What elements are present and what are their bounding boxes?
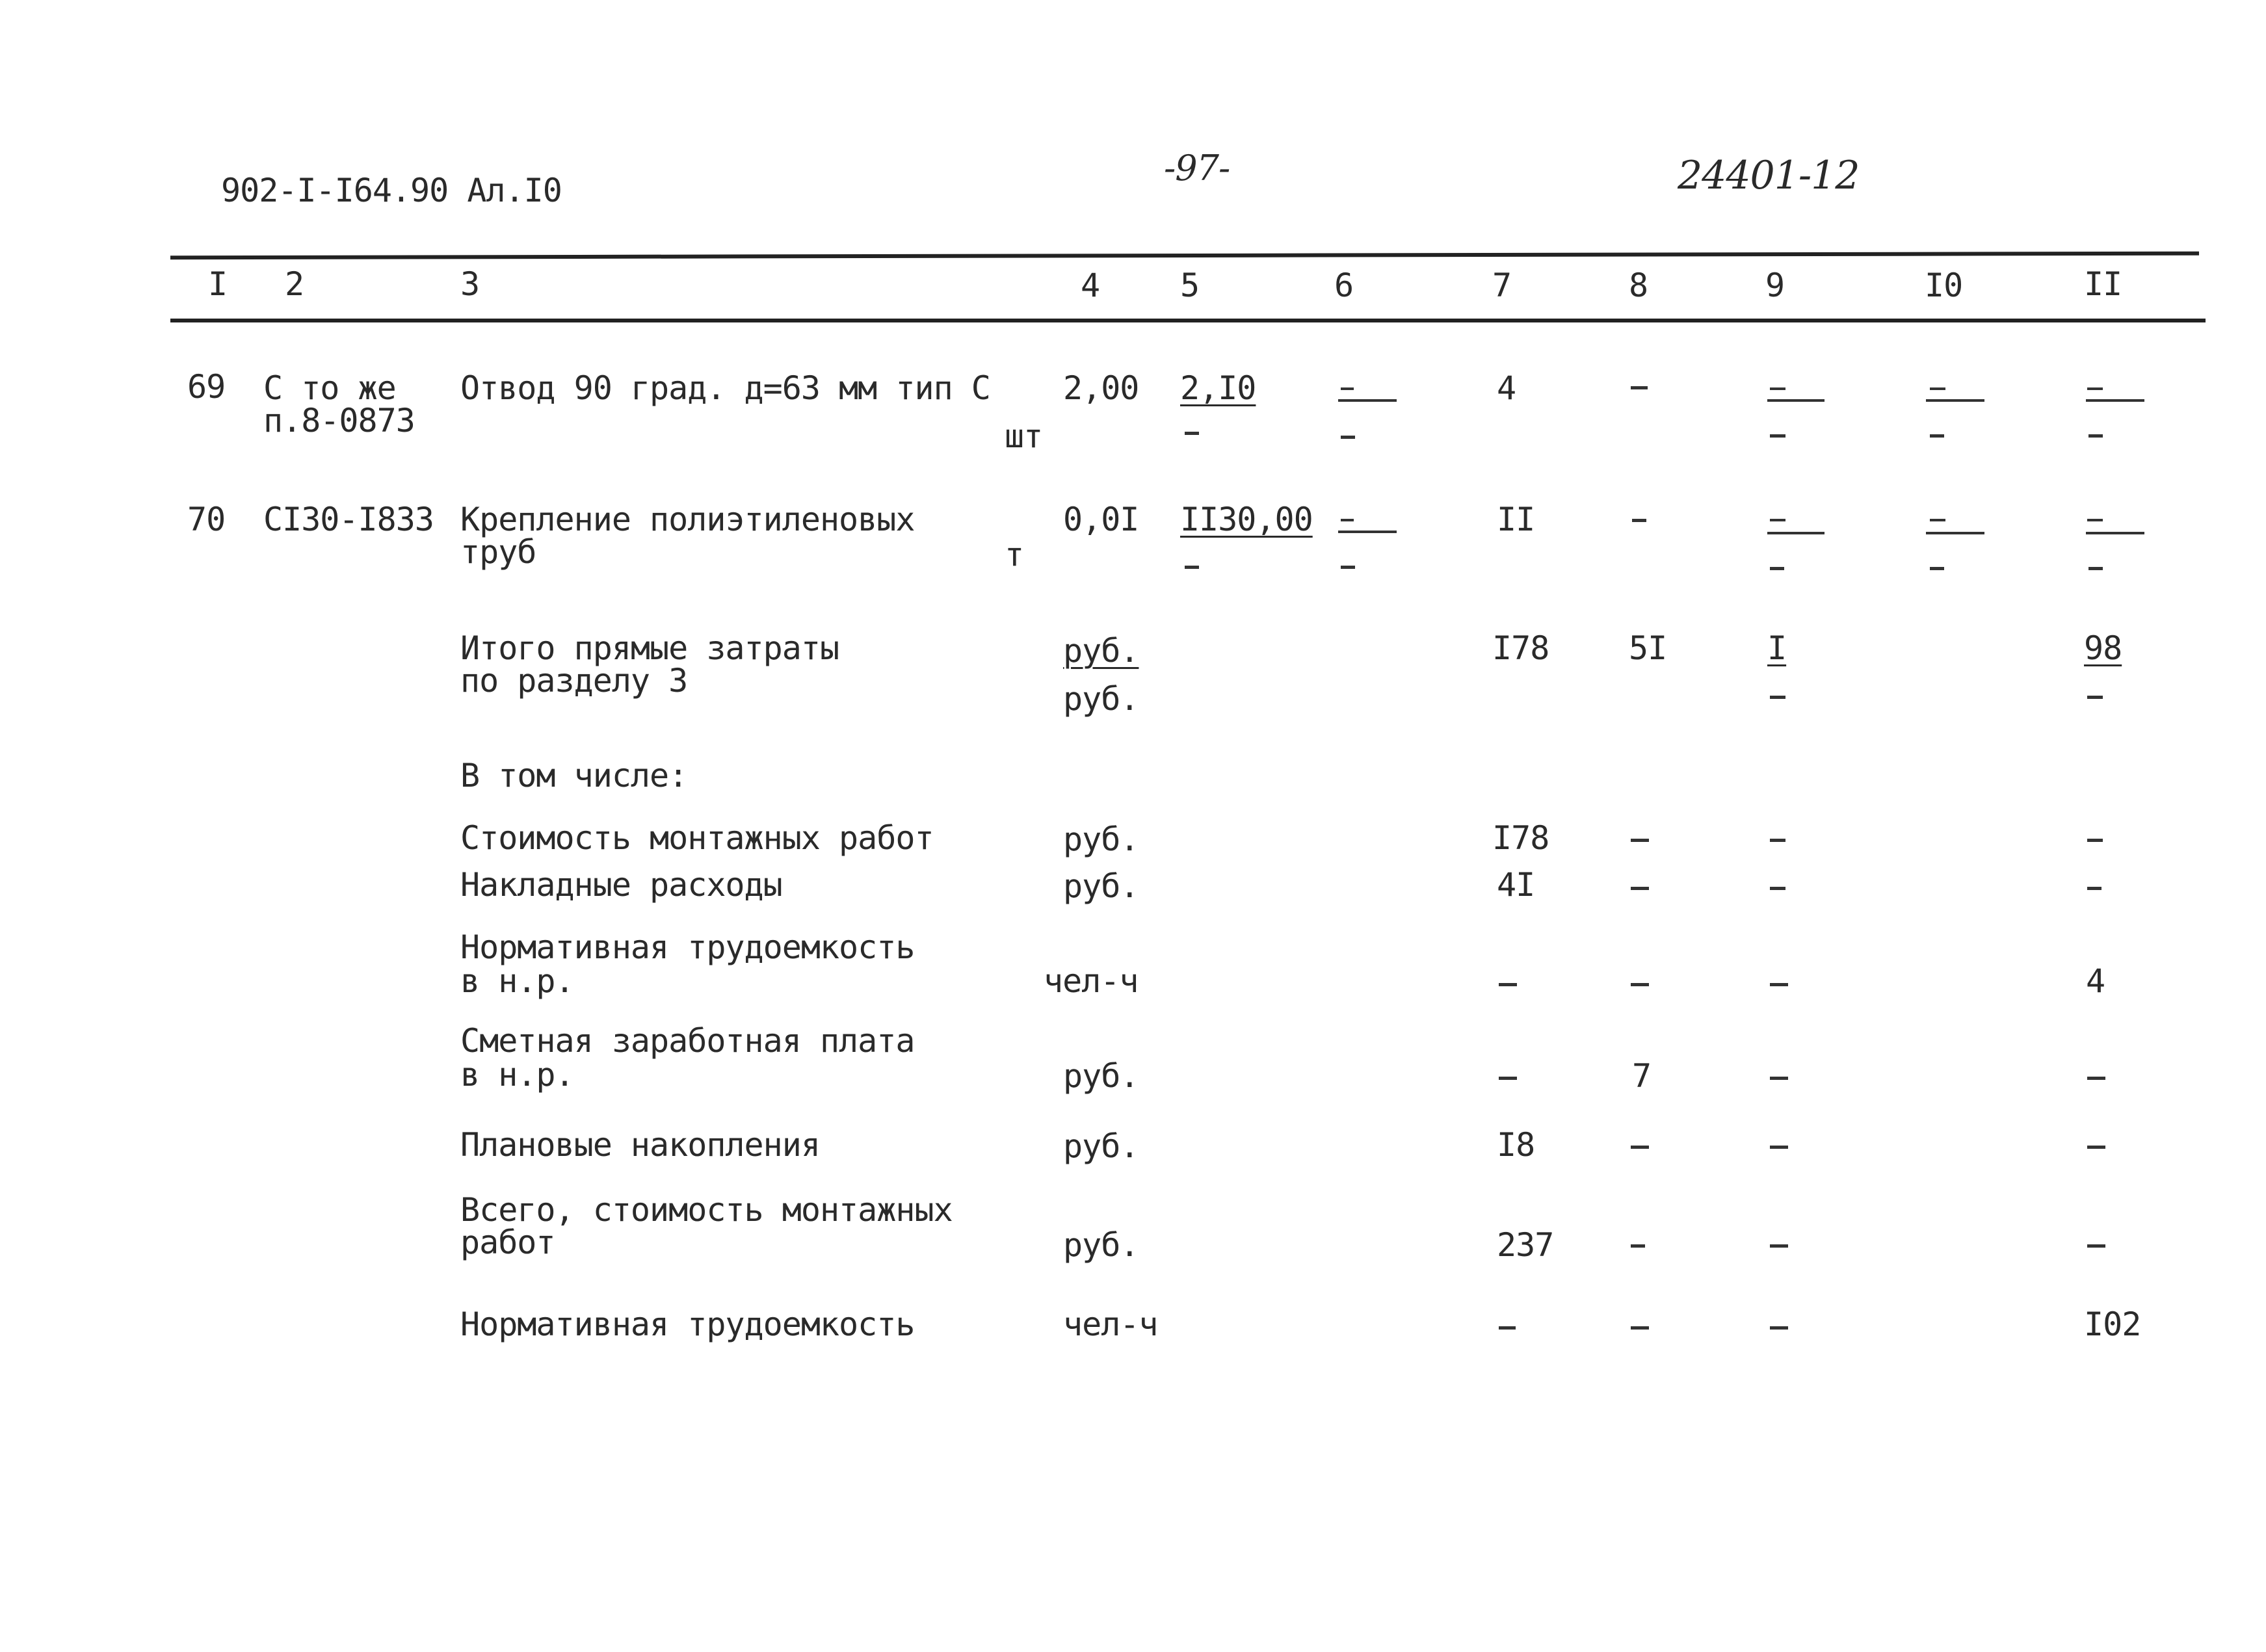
cell-c7: I78 bbox=[1492, 819, 1549, 857]
cell-c8: 5I bbox=[1629, 629, 1667, 667]
cell-c11: I02 bbox=[2084, 1305, 2141, 1343]
item-name: Отвод 90 град. д=63 мм тип С bbox=[460, 369, 990, 407]
dash bbox=[1631, 1326, 1649, 1330]
unit: руб. bbox=[1063, 1226, 1139, 1264]
column-header: 3 bbox=[460, 265, 480, 303]
dash bbox=[1767, 532, 1825, 534]
dash bbox=[2087, 887, 2101, 890]
dash bbox=[1338, 399, 1397, 402]
dash bbox=[2086, 532, 2144, 534]
dash bbox=[1767, 399, 1825, 402]
header-bottom-rule bbox=[170, 319, 2206, 322]
unit: руб. bbox=[1063, 680, 1139, 718]
cell-c8: 7 bbox=[1632, 1057, 1652, 1095]
dash bbox=[1930, 434, 1944, 438]
price-code: CI30-I833 bbox=[263, 501, 434, 538]
row-number: 69 bbox=[187, 368, 226, 406]
dash bbox=[1770, 519, 1785, 521]
cell-c11: 98 bbox=[2084, 629, 2122, 667]
summary-label: Всего, стоимость монтажных bbox=[460, 1191, 953, 1229]
summary-label: по разделу 3 bbox=[460, 662, 688, 700]
cell-c7: 237 bbox=[1497, 1226, 1554, 1264]
dash bbox=[1185, 432, 1199, 435]
dash bbox=[1770, 1146, 1788, 1149]
dash bbox=[1338, 531, 1397, 533]
page-number: -97- bbox=[1164, 148, 1230, 189]
column-header: 7 bbox=[1492, 267, 1512, 304]
column-header: 9 bbox=[1765, 267, 1785, 304]
cell-c11: 4 bbox=[2086, 962, 2105, 1000]
unit-price: 2,I0 bbox=[1180, 369, 1256, 407]
summary-label: Нормативная трудоемкость bbox=[460, 928, 915, 966]
summary-label: в н.р. bbox=[460, 962, 574, 1000]
cell-c7: 4 bbox=[1497, 369, 1516, 407]
dash bbox=[1631, 887, 1649, 890]
dash bbox=[1770, 1326, 1788, 1330]
dash bbox=[1631, 1146, 1649, 1149]
unit: шт bbox=[1005, 417, 1043, 455]
dash bbox=[1185, 566, 1199, 569]
dash bbox=[1930, 567, 1944, 570]
column-header: I bbox=[208, 265, 228, 303]
dash bbox=[1930, 387, 1945, 390]
column-header: I0 bbox=[1925, 267, 1963, 304]
summary-label: Итого прямые затраты bbox=[460, 629, 839, 667]
document-code: 902-I-I64.90 Ал.I0 bbox=[221, 172, 562, 209]
summary-label: Плановые накопления bbox=[460, 1126, 820, 1164]
summary-label: Нормативная трудоемкость bbox=[460, 1305, 915, 1343]
header-top-rule bbox=[170, 252, 2199, 260]
cell-c7: II bbox=[1497, 501, 1535, 538]
cell-c9: I bbox=[1767, 629, 1787, 667]
dash bbox=[1770, 1244, 1788, 1248]
dash bbox=[1632, 519, 1646, 522]
item-name: Крепление полиэтиленовых bbox=[460, 501, 915, 538]
quantity: 0,0I bbox=[1063, 501, 1139, 538]
dash bbox=[1770, 887, 1785, 890]
dash bbox=[2086, 399, 2144, 402]
cell-c7: I78 bbox=[1492, 629, 1549, 667]
summary-label: Накладные расходы bbox=[460, 866, 782, 904]
dash bbox=[2087, 519, 2103, 521]
summary-label: Стоимость монтажных работ bbox=[460, 819, 934, 857]
dash bbox=[1770, 387, 1785, 390]
unit: чел-ч bbox=[1044, 962, 1139, 1000]
dash bbox=[2087, 839, 2103, 842]
unit: руб. bbox=[1063, 632, 1139, 670]
unit: руб. bbox=[1063, 867, 1139, 905]
dash bbox=[1631, 983, 1649, 986]
summary-label: работ bbox=[460, 1224, 555, 1261]
column-header: II bbox=[2084, 265, 2122, 303]
summary-label: в н.р. bbox=[460, 1056, 574, 1094]
section-label: В том числе: bbox=[460, 757, 688, 794]
dash bbox=[1631, 1244, 1645, 1248]
dash bbox=[2087, 696, 2103, 699]
unit: руб. bbox=[1063, 1057, 1139, 1095]
dash bbox=[2087, 1244, 2105, 1248]
dash bbox=[1930, 519, 1945, 521]
dash bbox=[1341, 387, 1354, 390]
column-header: 4 bbox=[1081, 267, 1100, 304]
quantity: 2,00 bbox=[1063, 369, 1139, 407]
dash bbox=[2088, 434, 2103, 438]
dash bbox=[1341, 436, 1355, 439]
dash bbox=[1631, 386, 1648, 389]
unit: руб. bbox=[1063, 820, 1139, 858]
summary-label: Сметная заработная плата bbox=[460, 1022, 915, 1060]
dash bbox=[1499, 1077, 1517, 1080]
cell-c7: I8 bbox=[1497, 1126, 1535, 1164]
dash bbox=[1499, 1326, 1516, 1330]
dash bbox=[1631, 839, 1649, 842]
price-code: С то же bbox=[263, 369, 396, 407]
dash bbox=[1926, 399, 1984, 402]
unit: чел-ч bbox=[1063, 1305, 1158, 1343]
dash bbox=[1499, 983, 1517, 986]
unit: т bbox=[1005, 536, 1024, 573]
column-header: 2 bbox=[285, 265, 304, 303]
dash bbox=[2087, 1077, 2105, 1080]
dash bbox=[1770, 434, 1785, 438]
dash bbox=[1770, 983, 1788, 986]
item-name: труб bbox=[460, 533, 536, 571]
column-header: 6 bbox=[1334, 267, 1354, 304]
column-header: 8 bbox=[1629, 267, 1648, 304]
cell-c7: 4I bbox=[1497, 866, 1535, 904]
column-header: 5 bbox=[1180, 267, 1200, 304]
dash bbox=[2087, 1146, 2105, 1149]
registration-stamp: 24401-12 bbox=[1678, 153, 1860, 198]
unit-price: II30,00 bbox=[1180, 501, 1313, 538]
dash bbox=[1926, 532, 1984, 534]
dash bbox=[1770, 567, 1784, 570]
dash bbox=[1770, 839, 1785, 842]
unit: руб. bbox=[1063, 1127, 1139, 1165]
row-number: 70 bbox=[187, 501, 226, 538]
dash bbox=[1770, 1077, 1788, 1080]
dash bbox=[1341, 566, 1355, 569]
dash bbox=[1341, 519, 1354, 521]
dash bbox=[2088, 567, 2103, 570]
price-code: п.8-0873 bbox=[263, 402, 415, 439]
dash bbox=[1770, 696, 1785, 699]
dash bbox=[2087, 387, 2103, 390]
